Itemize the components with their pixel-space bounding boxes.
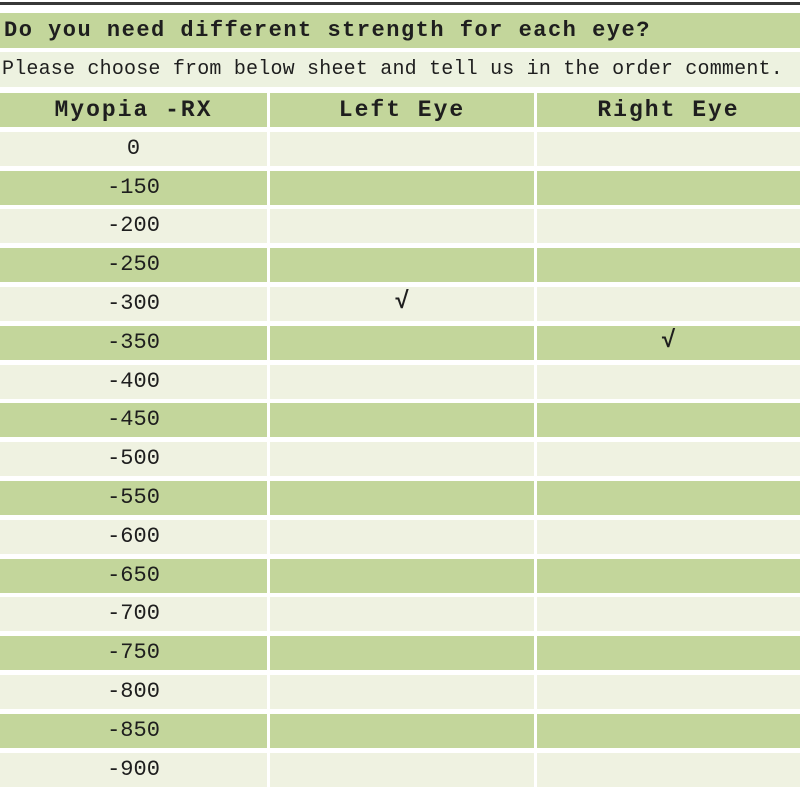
left-eye-cell — [270, 636, 534, 670]
left-eye-cell — [270, 403, 534, 437]
left-eye-cell — [270, 675, 534, 709]
header-left-eye: Left Eye — [270, 93, 534, 127]
left-eye-cell — [270, 132, 534, 166]
rx-value-cell: -650 — [0, 559, 267, 593]
left-eye-cell — [270, 171, 534, 205]
right-eye-cell — [537, 636, 800, 670]
rx-value-cell: -750 — [0, 636, 267, 670]
left-eye-cell — [270, 326, 534, 360]
table-row — [0, 520, 800, 554]
rx-value-cell: -250 — [0, 248, 267, 282]
left-eye-cell — [270, 559, 534, 593]
right-eye-cell — [537, 171, 800, 205]
right-eye-cell — [537, 714, 800, 748]
rx-value-cell: -500 — [0, 442, 267, 476]
checkmark-icon: √ — [270, 287, 534, 321]
checkmark-icon: √ — [537, 326, 800, 360]
table-row — [0, 248, 800, 282]
page-title: Do you need different strength for each eye? — [0, 13, 800, 48]
rx-value-cell: -350 — [0, 326, 267, 360]
left-eye-cell — [270, 520, 534, 554]
rx-value-cell: -200 — [0, 209, 267, 243]
left-eye-cell — [270, 597, 534, 631]
table-row — [0, 675, 800, 709]
right-eye-cell — [537, 287, 800, 321]
rx-value-cell: -400 — [0, 365, 267, 399]
header-myopia-rx: Myopia -RX — [0, 93, 267, 127]
right-eye-cell — [537, 132, 800, 166]
table-row — [0, 559, 800, 593]
right-eye-cell — [537, 442, 800, 476]
rx-value-cell: 0 — [0, 132, 267, 166]
table-row — [0, 287, 800, 321]
table-row — [0, 209, 800, 243]
rx-value-cell: -900 — [0, 753, 267, 787]
table-row — [0, 442, 800, 476]
table-row — [0, 636, 800, 670]
table-row — [0, 365, 800, 399]
rx-value-cell: -700 — [0, 597, 267, 631]
rx-value-cell: -600 — [0, 520, 267, 554]
table-header-row — [0, 93, 800, 127]
left-eye-cell — [270, 248, 534, 282]
rx-value-cell: -450 — [0, 403, 267, 437]
header-right-eye: Right Eye — [537, 93, 800, 127]
right-eye-cell — [537, 597, 800, 631]
left-eye-cell — [270, 209, 534, 243]
right-eye-cell — [537, 675, 800, 709]
table-row — [0, 753, 800, 787]
right-eye-cell — [537, 365, 800, 399]
right-eye-cell — [537, 403, 800, 437]
page-subtitle: Please choose from below sheet and tell us in the order comment. — [0, 52, 800, 87]
right-eye-cell — [537, 481, 800, 515]
left-eye-cell — [270, 753, 534, 787]
right-eye-cell — [537, 520, 800, 554]
table-body — [0, 132, 800, 787]
rx-value-cell: -800 — [0, 675, 267, 709]
table-row — [0, 597, 800, 631]
rx-value-cell: -150 — [0, 171, 267, 205]
right-eye-cell — [537, 248, 800, 282]
left-eye-cell — [270, 365, 534, 399]
table-row — [0, 132, 800, 166]
left-eye-cell — [270, 481, 534, 515]
rx-value-cell: -850 — [0, 714, 267, 748]
table-row — [0, 171, 800, 205]
top-divider-line — [0, 2, 800, 5]
table-row — [0, 481, 800, 515]
myopia-strength-table — [0, 93, 800, 787]
right-eye-cell — [537, 753, 800, 787]
right-eye-cell — [537, 559, 800, 593]
left-eye-cell — [270, 442, 534, 476]
table-row — [0, 403, 800, 437]
rx-value-cell: -550 — [0, 481, 267, 515]
table-row — [0, 326, 800, 360]
table-row — [0, 714, 800, 748]
left-eye-cell — [270, 714, 534, 748]
rx-value-cell: -300 — [0, 287, 267, 321]
right-eye-cell — [537, 209, 800, 243]
